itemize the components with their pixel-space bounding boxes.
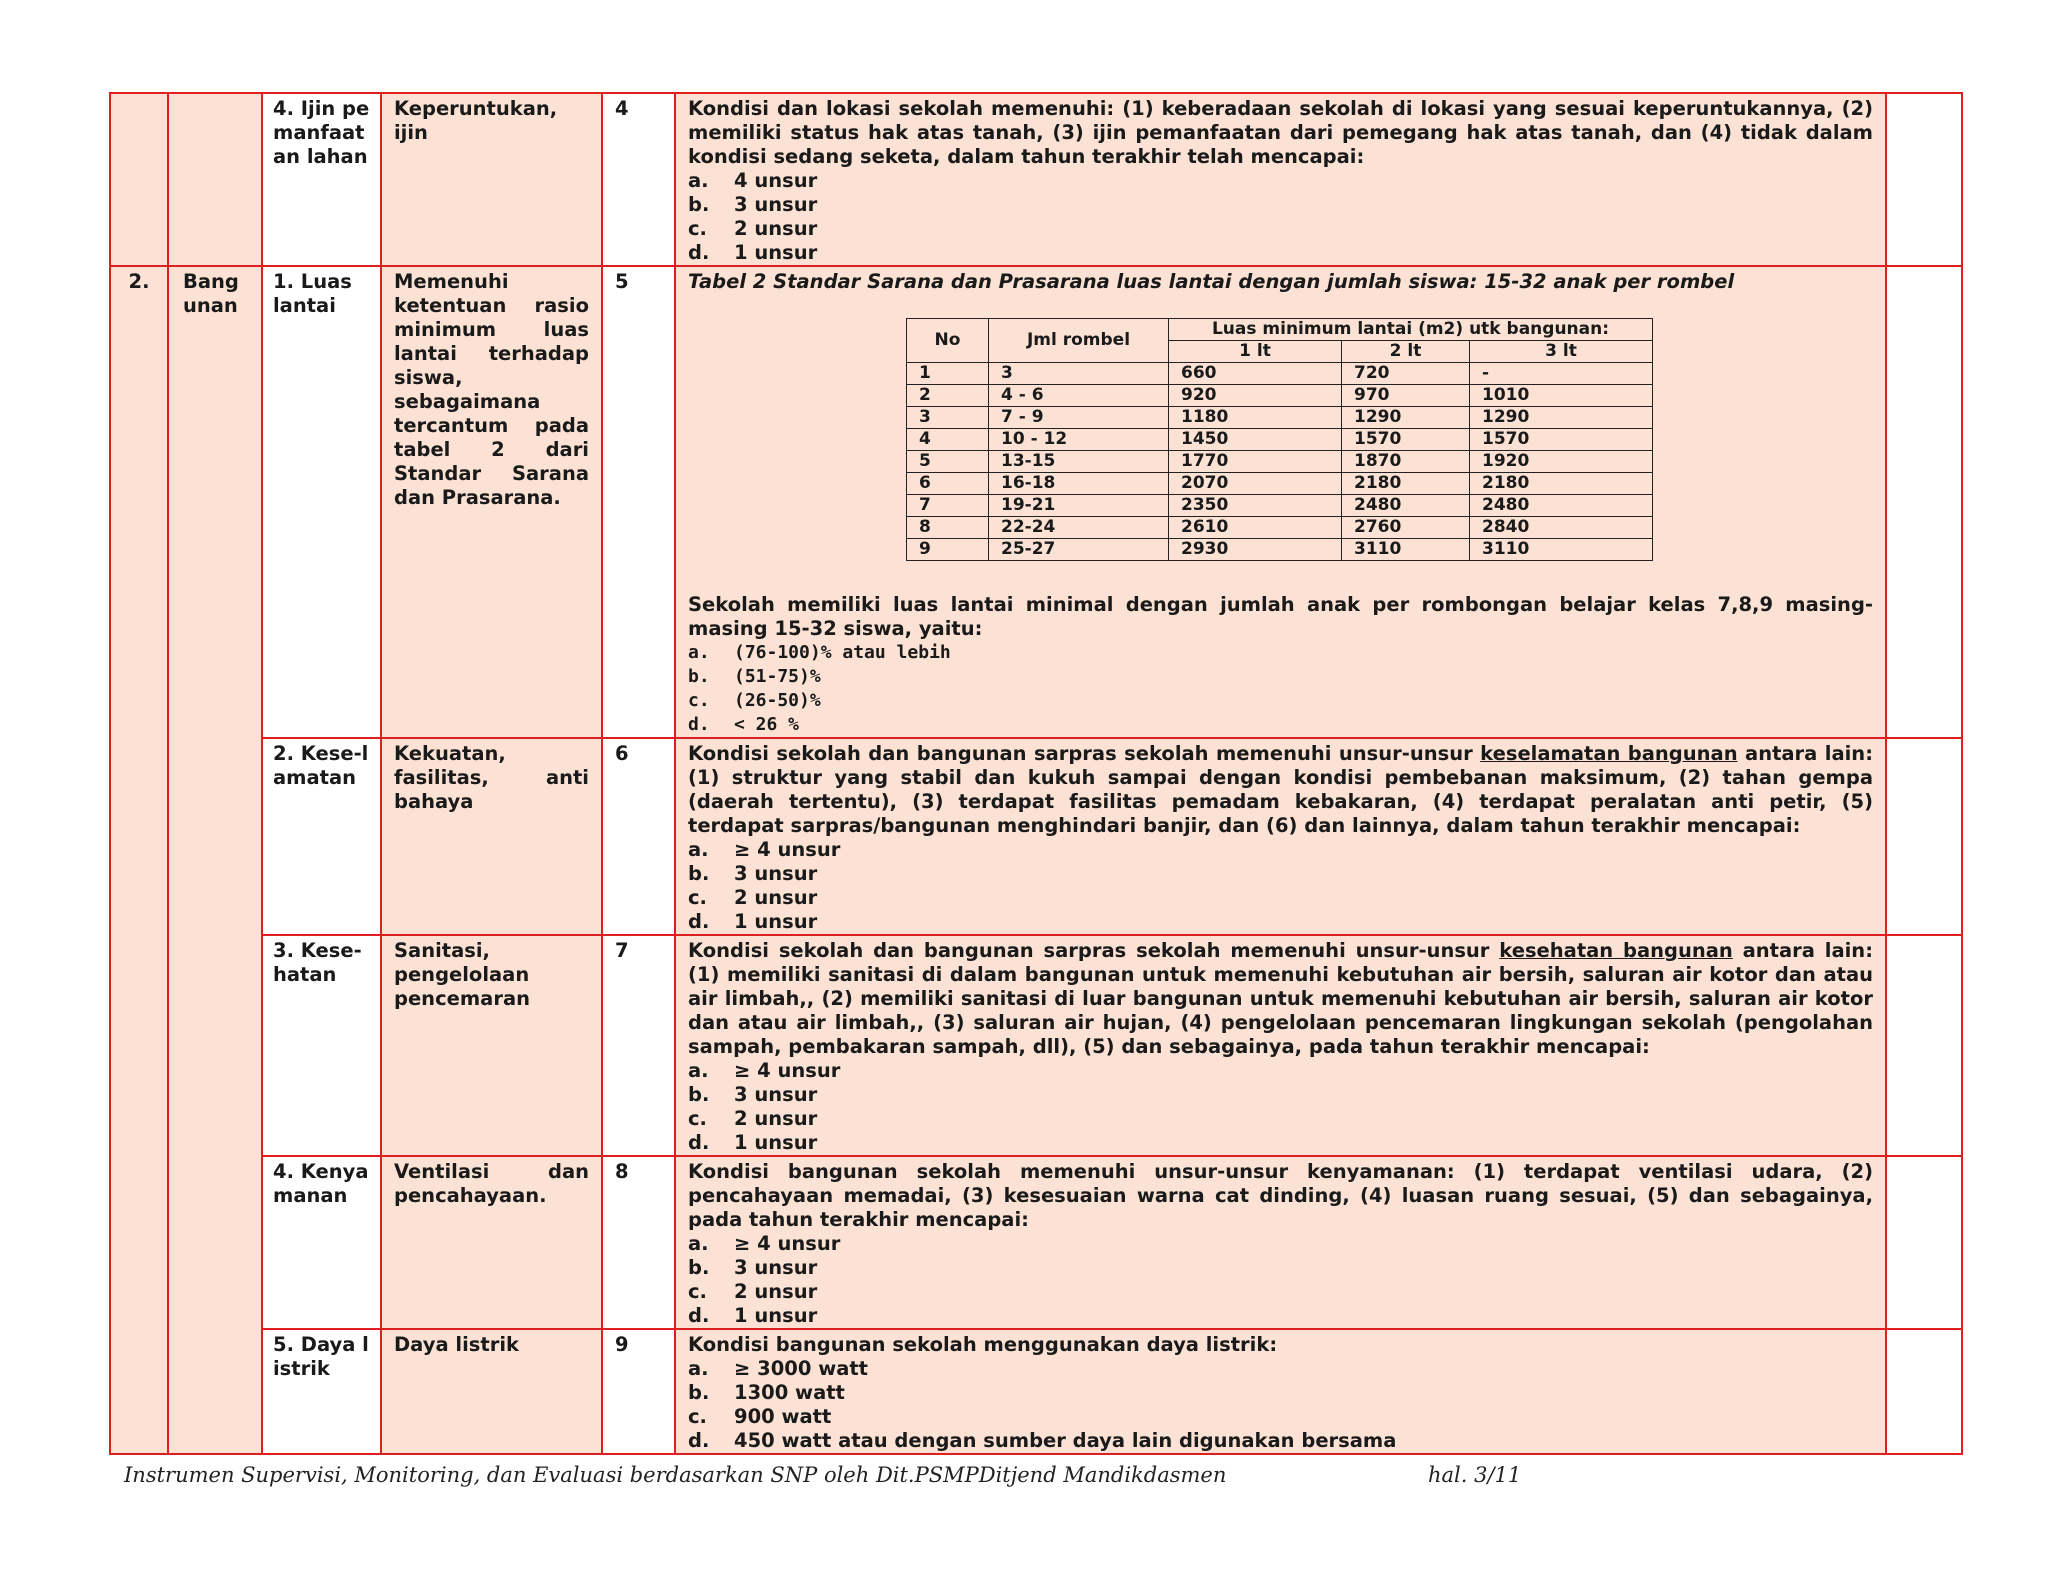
floor-area-table — [906, 318, 1653, 561]
table-cell: 1920 — [1470, 451, 1653, 473]
item-number: 5 — [602, 266, 675, 738]
table-cell: 3110 — [1342, 539, 1470, 561]
table-caption: Tabel 2 Standar Sarana dan Prasarana luas lantai dengan jumlah siswa: 15-32 anak per rombel — [688, 270, 1735, 293]
list-item: a. (76-100)% atau lebih — [688, 642, 951, 663]
indicator-cell: Kekuatan, fasilitas, anti bahaya — [381, 738, 602, 935]
table-cell: 2480 — [1342, 495, 1470, 517]
instrument-table — [109, 92, 1963, 1455]
item-number: 8 — [602, 1156, 675, 1329]
table-cell: 3110 — [1470, 539, 1653, 561]
table-cell: 1 — [907, 363, 989, 385]
list-item: b. 1300 watt — [688, 1381, 845, 1404]
table-cell: 1290 — [1342, 407, 1470, 429]
table-cell: 3 — [907, 407, 989, 429]
score-cell — [1886, 1156, 1962, 1329]
table-cell: 2 — [907, 385, 989, 407]
sub-aspect-cell: 4. Ijin pemanfaatan lahan — [262, 93, 381, 266]
table-cell: 2180 — [1342, 473, 1470, 495]
criteria-text: Kondisi bangunan sekolah memenuhi unsur-unsur kenyamanan: (1) terdapat ventilasi udara, (2) pencahayaan memadai, (3) kesesuaian warna cat dinding, (4) luasan ruang sesuai, (5) dan sebagainya, pada tahun terakhir mencapai: — [688, 1160, 1873, 1231]
score-cell — [1886, 93, 1962, 266]
table-cell: 1290 — [1470, 407, 1653, 429]
table-cell: 22-24 — [989, 517, 1169, 539]
item-number: 7 — [602, 935, 675, 1156]
criteria-cell — [675, 266, 1886, 738]
list-item: c. 900 watt — [688, 1405, 832, 1428]
table-row — [907, 429, 1653, 451]
table-cell: 1010 — [1470, 385, 1653, 407]
table-cell: 2840 — [1470, 517, 1653, 539]
list-item: b. 3 unsur — [688, 1083, 818, 1106]
indicator-cell: Memenuhi ketentuan rasio minimum luas lantai terhadap siswa, sebagaimana tercantum pada tabel 2 dari Standar Sarana dan Prasarana. — [381, 266, 602, 738]
header-1lt: 1 lt — [1169, 341, 1342, 363]
options-list — [688, 1357, 1873, 1453]
list-item: b. 3 unsur — [688, 1256, 818, 1279]
table-cell: 2760 — [1342, 517, 1470, 539]
table-cell: 2350 — [1169, 495, 1342, 517]
header-3lt: 3 lt — [1470, 341, 1653, 363]
table-cell: 7 - 9 — [989, 407, 1169, 429]
table-row — [110, 93, 1962, 266]
sub-aspect-cell: 1. Luas lantai — [262, 266, 381, 738]
table-row — [907, 363, 1653, 385]
list-item: d. 1 unsur — [688, 241, 818, 264]
table-cell: 2070 — [1169, 473, 1342, 495]
options-list — [688, 838, 1873, 934]
table-cell: 6 — [907, 473, 989, 495]
floor-area-rows — [907, 363, 1653, 561]
no-cell — [110, 93, 168, 266]
list-item: a. ≥ 3000 watt — [688, 1357, 869, 1380]
sub-aspect-cell: 3. Kese-hatan — [262, 935, 381, 1156]
indicator-cell: Keperuntukan, ijin — [381, 93, 602, 266]
item-number: 6 — [602, 738, 675, 935]
criteria-text: Kondisi sekolah dan bangunan sarpras sekolah memenuhi unsur-unsur kesehatan bangunan antara lain: (1) memiliki sanitasi di dalam bangunan untuk memenuhi kebutuhan air bersih, saluran air kotor dan atau air limbah,, (2) memiliki sanitasi di luar bangunan untuk memenuhi kebutuhan air bersih, saluran air kotor dan atau air limbah,, (3) saluran air hujan, (4) pengelolaan pencemaran lingkungan sekolah (pengolahan sampah, pembakaran sampah, dll), (5) dan sebagainya, pada tahun terakhir mencapai: — [688, 939, 1873, 1058]
options-list — [688, 169, 1873, 265]
list-item: d. 450 watt atau dengan sumber daya lain digunakan bersama — [688, 1429, 1397, 1452]
table-row — [110, 935, 1962, 1156]
no-cell: 2. — [110, 266, 168, 1454]
table-cell: 1450 — [1169, 429, 1342, 451]
table-cell: 2180 — [1470, 473, 1653, 495]
aspect-cell: Bangunan — [168, 266, 262, 1454]
table-cell: 1870 — [1342, 451, 1470, 473]
criteria-text: Kondisi sekolah dan bangunan sarpras sekolah memenuhi unsur-unsur keselamatan bangunan antara lain: (1) struktur yang stabil dan kukuh sampai dengan kondisi pembebanan maksimum, (2) tahan gempa (daerah tertentu), (3) terdapat fasilitas pemadam kebakaran, (4) terdapat peralatan anti petir, (5) terdapat sarpras/bangunan menghindari banjir, dan (6) dan lainnya, dalam tahun terakhir mencapai: — [688, 742, 1873, 837]
list-item: d. 1 unsur — [688, 910, 818, 933]
table-cell: 5 — [907, 451, 989, 473]
header-2lt: 2 lt — [1342, 341, 1470, 363]
list-item: a. ≥ 4 unsur — [688, 838, 841, 861]
table-cell: 2480 — [1470, 495, 1653, 517]
score-cell — [1886, 935, 1962, 1156]
table-cell: - — [1470, 363, 1653, 385]
table-row — [110, 266, 1962, 738]
table-cell: 2610 — [1169, 517, 1342, 539]
table-cell: 9 — [907, 539, 989, 561]
table-row — [907, 539, 1653, 561]
list-item: c. 2 unsur — [688, 217, 818, 240]
footer-title: Instrumen Supervisi, Monitoring, dan Evaluasi berdasarkan SNP oleh Dit.PSMPDitjend Mandikdasmen — [124, 1463, 1227, 1487]
options-list — [688, 1232, 1873, 1328]
list-item: a. ≥ 4 unsur — [688, 1232, 841, 1255]
criteria-cell — [675, 738, 1886, 935]
table-row — [907, 385, 1653, 407]
table-row — [110, 738, 1962, 935]
list-item: b. (51-75)% — [688, 666, 821, 687]
list-item: a. ≥ 4 unsur — [688, 1059, 841, 1082]
header-rombel: Jml rombel — [989, 319, 1169, 363]
table-cell: 1570 — [1470, 429, 1653, 451]
criteria-text: Sekolah memiliki luas lantai minimal dengan jumlah anak per rombongan belajar kelas 7,8,9 masing-masing 15-32 siswa, yaitu: — [688, 593, 1873, 640]
list-item: c. 2 unsur — [688, 886, 818, 909]
table-cell: 7 — [907, 495, 989, 517]
table-cell: 10 - 12 — [989, 429, 1169, 451]
table-row — [907, 407, 1653, 429]
table-cell: 660 — [1169, 363, 1342, 385]
table-cell: 25-27 — [989, 539, 1169, 561]
table-cell: 4 — [907, 429, 989, 451]
score-cell — [1886, 1329, 1962, 1454]
table-cell: 19-21 — [989, 495, 1169, 517]
list-item: b. 3 unsur — [688, 862, 818, 885]
aspect-cell — [168, 93, 262, 266]
list-item: b. 3 unsur — [688, 193, 818, 216]
table-cell: 720 — [1342, 363, 1470, 385]
indicator-cell: Sanitasi, pengelolaan pencemaran — [381, 935, 602, 1156]
options-list — [688, 641, 1873, 737]
options-list — [688, 1059, 1873, 1155]
table-cell: 2930 — [1169, 539, 1342, 561]
score-cell — [1886, 266, 1962, 738]
table-row — [110, 1156, 1962, 1329]
table-cell: 8 — [907, 517, 989, 539]
table-cell: 970 — [1342, 385, 1470, 407]
table-row — [907, 473, 1653, 495]
criteria-cell — [675, 1329, 1886, 1454]
indicator-cell: Ventilasi dan pencahayaan. — [381, 1156, 602, 1329]
sub-aspect-cell: 2. Kese-lamatan — [262, 738, 381, 935]
header-no: No — [907, 319, 989, 363]
indicator-cell: Daya listrik — [381, 1329, 602, 1454]
criteria-cell — [675, 935, 1886, 1156]
list-item: a. 4 unsur — [688, 169, 818, 192]
page-number: hal. 3/11 — [1428, 1463, 1522, 1487]
item-number: 9 — [602, 1329, 675, 1454]
score-cell — [1886, 738, 1962, 935]
criteria-text: Kondisi bangunan sekolah menggunakan daya listrik: — [688, 1333, 1278, 1356]
table-cell: 1180 — [1169, 407, 1342, 429]
table-row — [907, 517, 1653, 539]
table-cell: 3 — [989, 363, 1169, 385]
sub-aspect-cell: 4. Kenyamanan — [262, 1156, 381, 1329]
table-cell: 16-18 — [989, 473, 1169, 495]
list-item: d. < 26 % — [688, 714, 800, 735]
table-row — [907, 495, 1653, 517]
list-item: c. 2 unsur — [688, 1280, 818, 1303]
table-row — [907, 451, 1653, 473]
list-item: d. 1 unsur — [688, 1131, 818, 1154]
criteria-text: Kondisi dan lokasi sekolah memenuhi: (1) keberadaan sekolah di lokasi yang sesuai keperuntukannya, (2) memiliki status hak atas tanah, (3) ijin pemanfaatan dari pemegang hak atas tanah, dan (4) tidak dalam kondisi sedang seketa, dalam tahun terakhir telah mencapai: — [688, 97, 1873, 168]
table-cell: 4 - 6 — [989, 385, 1169, 407]
sub-aspect-cell: 5. Daya listrik — [262, 1329, 381, 1454]
table-cell: 13-15 — [989, 451, 1169, 473]
item-number: 4 — [602, 93, 675, 266]
list-item: c. (26-50)% — [688, 690, 821, 711]
header-luas: Luas minimum lantai (m2) utk bangunan: — [1169, 319, 1653, 341]
table-cell: 920 — [1169, 385, 1342, 407]
list-item: d. 1 unsur — [688, 1304, 818, 1327]
criteria-cell — [675, 1156, 1886, 1329]
table-cell: 1570 — [1342, 429, 1470, 451]
table-cell: 1770 — [1169, 451, 1342, 473]
table-row — [110, 1329, 1962, 1454]
list-item: c. 2 unsur — [688, 1107, 818, 1130]
criteria-cell — [675, 93, 1886, 266]
